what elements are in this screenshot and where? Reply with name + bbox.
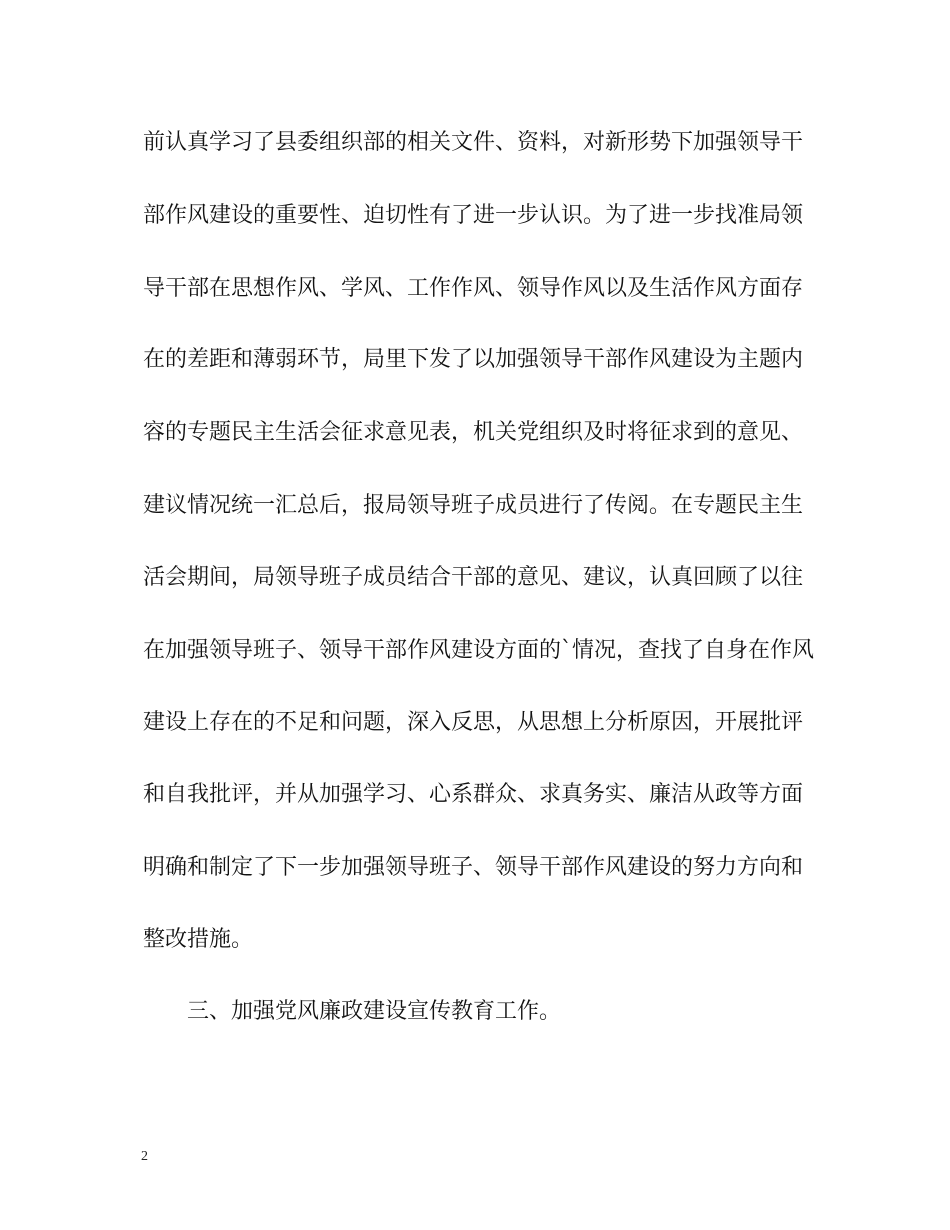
section-heading: 三、加强党风廉政建设宣传教育工作。: [187, 999, 562, 1024]
body-text-line: 在加强领导班子、领导干部作风建设方面的`情况，查找了自身在作风: [143, 638, 815, 663]
body-text-line: 整改措施。: [143, 927, 254, 952]
page-number: 2: [141, 1149, 148, 1164]
body-text-line: 活会期间，局领导班子成员结合干部的意见、建议，认真回顾了以往: [143, 565, 804, 590]
body-text-line: 明确和制定了下一步加强领导班子、领导干部作风建设的努力方向和: [143, 855, 804, 880]
body-text-line: 和自我批评，并从加强学习、心系群众、求真务实、廉洁从政等方面: [143, 782, 804, 807]
body-text-line: 前认真学习了县委组织部的相关文件、资料，对新形势下加强领导干: [143, 130, 804, 155]
body-text-line: 在的差距和薄弱环节，局里下发了以加强领导干部作风建设为主题内: [143, 347, 804, 372]
body-text-line: 建设上存在的不足和问题，深入反思，从思想上分析原因，开展批评: [143, 710, 804, 735]
body-text-line: 容的专题民主生活会征求意见表，机关党组织及时将征求到的意见、: [143, 420, 804, 445]
body-text-line: 导干部在思想作风、学风、工作作风、领导作风以及生活作风方面存: [143, 276, 804, 301]
body-text-line: 部作风建设的重要性、迫切性有了进一步认识。为了进一步找准局领: [143, 203, 804, 228]
body-text-line: 建议情况统一汇总后，报局领导班子成员进行了传阅。在专题民主生: [143, 493, 804, 518]
